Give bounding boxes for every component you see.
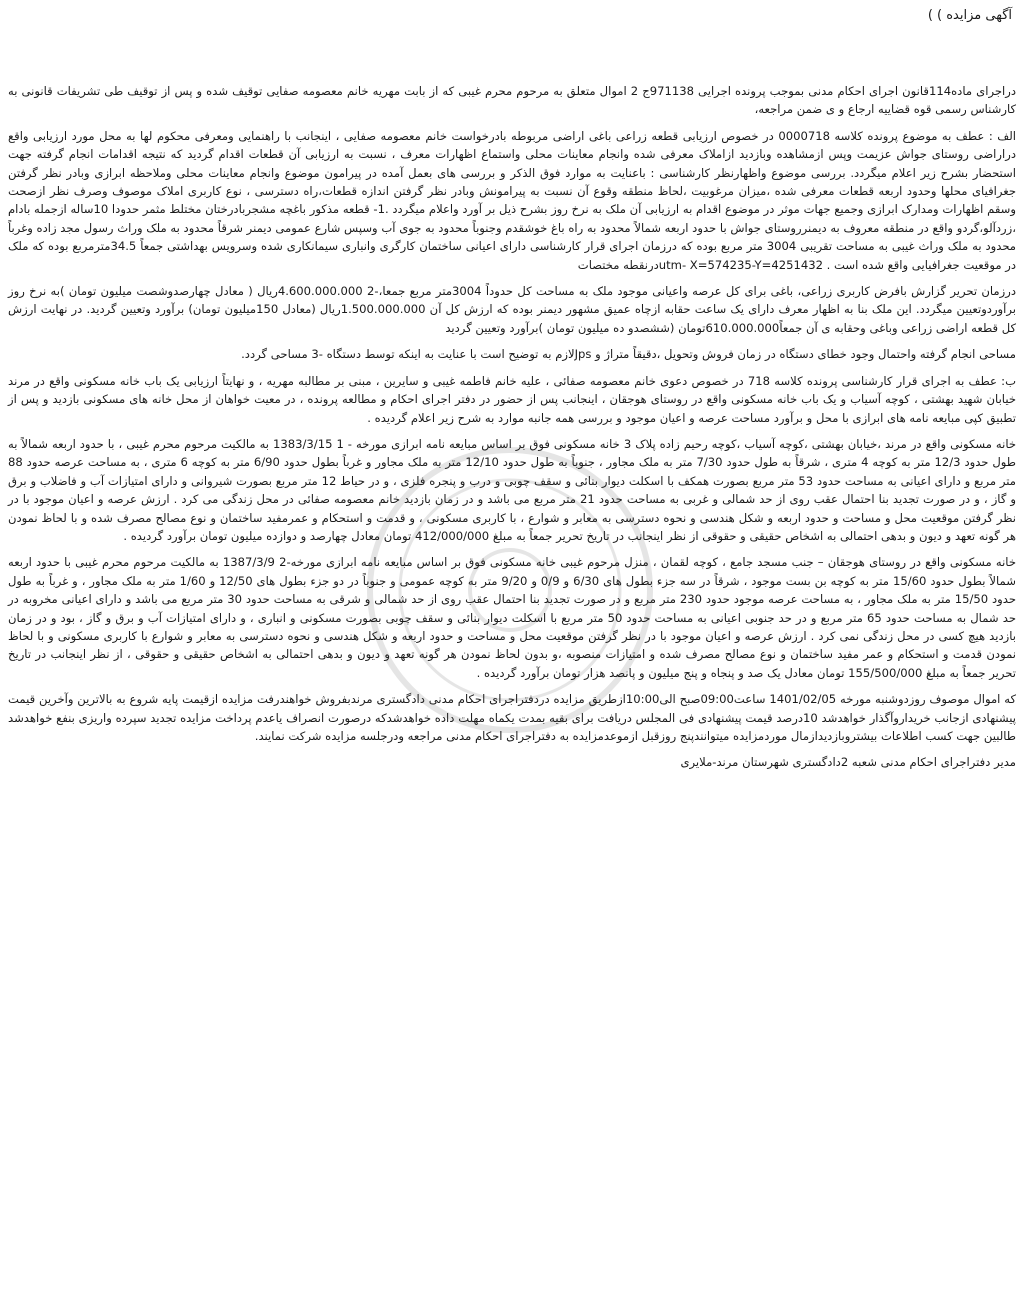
auction-terms-paragraph: که اموال موصوف روزدوشنبه مورخه 1401/02/05 ساعت09:00صبح الی10:00ازطریق مزایده دردفتراجرای احکام مدنی دادگستری مرندبفروش خواهندرفت مزایده ازقیمت پایه شروع به بالاترین وآخرین قیمت پیشنهادی ازجانب خریداروآگذار خواهدشد 10درصد قیمت پیشنهادی فی المجلس دریافت برای بقیه بمدت یکماه مهلت داده خواهدشدکه درصورت انصراف یاعدم پرداخت مزایده تجدید سپرده واریزی بنفع خواهدشد طالبین جهت کسب اطلاعات بیشتروبازدیدازمال موردمزایده میتوانندپنج روزقبل ازموعدمزایده به دفتراجرای احکام مدنی مراجعه ودرجلسه مزایده شرکت نمایند. [8,692,1017,743]
intro-paragraph: دراجرای ماده114قانون اجرای احکام مدنی بموجب پرونده اجرایی 971138ج 2 اموال متعلق به مرحوم محرم غیبی که از بابت مهریه خانم معصومه صفایی توقیف شده و پس از توقیف طی تشریفات قانونی به کارشناس رسمی قوه قضاییه ارجاع و ی ضمن مراجعه، [8,84,1016,117]
survey-note-paragraph: مساحی انجام گرفته واحتمال وجود خطای دستگاه در زمان فروش وتحویل ،دقیقاً متراژ و Jpsلازم به توضیح است با عنایت به اینکه توسط دستگاه -3 مساحی گردد. [241,347,1016,362]
signature-line: مدیر دفتراجرای احکام مدنی شعبه 2دادگستری شهرستان مرند-ملایری [680,755,1016,770]
section-b-paragraph: ب: عطف به اجرای قرار کارشناسی پرونده کلاسه 718 در خصوص دعوی خانم معصومه صفائی ، علیه خانم فاطمه غیبی و سایرین ، مبنی بر مطالبه مهریه ، و نهایتاً ارزیابی یک باب خانه مسکونی واقع در مرند خیابان شهید بهشتی ، کوچه آسیاب و یک باب خانه مسکونی واقع در روستای هوجقان ، اینجانب پس از حضور در دفتر اجرای احکام و مطالعه پرونده ، در معیت خواهان از محل خانه های مسکونی بازدید و پس از تطبیق کپی مبایعه نامه های ابرازی با محل و برآورد مساحت عرصه و اعیان موجود و بررسی همه جانبه موارد به شرح زیر اعلام گردیده . [8,373,1016,425]
house-2-paragraph: خانه مسکونی واقع در روستای هوجقان – جنب مسجد جامع ، کوچه لقمان ، منزل مرحوم غیبی خانه مسکونی فوق بر اساس مبایعه نامه ابرازی مورخه-2 1387/3/9 به مالکیت مرحوم محرم غیبی با حدود اربعه شمالاً بطول حدود 15/60 متر به کوچه بن بست موجود ، شرقاً در سه جزء بطول های 6/30 و 0/9 و 9/20 متر به کوچه عمومی و جنوباً در دو جزء بطول های 12/50 و 1/60 متر به ملک مجاور ، و غرباً به طول حدود 15/50 متر به ملک مجاور ، به مساحت عرصه موجود حدود 230 متر مربع و در صورت تجدید بنا احتمال عقب روی از حد شمالی و شرقی به مساحت حدود 30 متر مربع می باشد و دارای اعیانی مخروبه در حد شمال به مساحت حدود 65 متر مربع و در حد جنوبی اعیانی به مساحت حدود 50 متر مربع با اسکلت دیوار بنائی و سقف چوبی بصورت مسکونی و انباری ، و دارای امتیازات آب و برق و گاز ، بود و در زمان بازدید هیچ کسی در محل زندگی نمی کرد . ارزش عرصه و اعیان موجود با در نظر گرفتن موقعیت محل و مساحت و حدود اربعه و شکل هندسی و نحوه دسترسی به معابر و شوارع با کاربری مسکونی و با لحاظ نمودن قدمت و استحکام و عمر مفید ساختمان و نوع مصالح مصرف شده و امتیازات منصوبه ،و بدون لحاظ نمودن هر گونه تعهد و دیون و بدهی احتمالی به اشخاص حقیقی و حقوقی ، از نظر اینجانب در تاریخ تحریر جمعاً به مبلغ 155/500/000 تومان معادل یک صد و پنجاه و پنج میلیون و پانصد هزار تومان برآورد گردیده . [8,555,1017,680]
notice-title: آگهی مزایده ) ) [927,8,1012,23]
valuation-paragraph: درزمان تحریر گزارش بافرض کاربری زراعی، باغی برای کل عرصه واعیانی موجود ملک به مساحت کل حدوداً 3004متر مربع جمعا،-2 4.600.000.000ریال ( معادل چهارصدوشصت میلیون تومان )به نرخ روز برآوردوتعیین میگردد. این ملک بنا به اظهار معرف دارای یک ساعت حقابه ازچاه عمیق مشهور دیمنر بوده که ارزش کل آن 1.500.000.000ریال (معادل 150میلیون تومان) برآورد وتعیین گردید. در نهایت ارزش کل قطعه اراضی زراعی وباغی وحقابه ی آن جمعاً610.000.000تومان (ششصدو ده میلیون تومان )برآورد وتعیین گردید [8,284,1016,335]
house-1-paragraph: خانه مسکونی واقع در مرند ،خیابان بهشتی ،کوچه آسیاب ،کوچه رحیم زاده پلاک 3 خانه مسکونی فوق بر اساس مبایعه نامه ابرازی مورخه - 1 1383/3/15 به مالکیت مرحوم محرم غیبی ، با حدود اربعه شمالاً به طول حدود 12/3 متر به کوچه 4 متری ، شرقاً به طول حدود 7/30 متر به ملک مجاور ، جنوباً به طول حدود 12/10 متر به ملک مجاور و غرباً بطول حدود 6/90 متر به کوچه 6 متری ، به مساحت عرصه حدود 88 متر مربع و دارای اعیانی به مساحت حدود 53 متر مربع بصورت همکف با اسکلت دیوار بنائی و سقف چوبی و درب و پنجره فلزی ، و در حیاط 12 متر مربع بصورت شیروانی و دارای امتیازات آب و فاضلاب و برق و گاز ، و در صورت تجدید بنا احتمال عقب روی از حد شمالی و غربی به مساحت حدود 21 متر مربع می باشد و در زمان بازدید خانم معصومه صفائی در محل زندگی می کرد . ارزش عرصه و اعیان موجود با در نظر گرفتن موقعیت محل و مساحت و حدود اربعه و شکل هندسی و نحوه دسترسی به معابر و شوارع ، با کاربری مسکونی ، و قدمت و استحکام و عمرمفید ساختمان و نوع مصالح مصرف شده و با لحاظ نمودن هر گونه تعهد و دیون و بدهی احتمالی به اشخاص حقیقی و حقوقی از نظر اینجانب در تاریخ تحریر جمعاً به مبلغ 412/000/000 تومان معادل چهارصد و دوازده میلیون تومان برآورد گردیده . [8,436,1017,543]
section-a-paragraph: الف : عطف به موضوع پرونده کلاسه 0000718 در خصوص ارزیابی قطعه زراعی باغی اراضی مربوطه بادرخواست خانم معصومه صفایی ، اینجانب با راهنمایی ومعرفی محکوم لها به محل مورد ارزیابی واقع دراراضی روستای جواش عزیمت وپس ازمشاهده وبازدید ازاملاک معرفی شده وانجام معاینات محلی واستماع اظهارات معرف ، نسبت به ارزیابی آن قطعات اقدام گردید که نتیجه اقدامات انجام گرفته جهت استحضار بشرح زیر اعلام میگردد. بررسی موضوع واظهارنظر کارشناسی : باعنایت به موارد فوق الذکر و بررسی های بعمل آمده در پیرامون موضوع وانجام معاینات محلی وملاحظه ابرازی وبادر نظر گرفتن جغرافیای محلها وحدود اربعه قطعات معرفی شده ،میزان مرغوبیت ،لحاظ منطقه وقوع آن نسبت به پیرامونش وبادر نظر گرفتن اندازه قطعات،راه دسترسی ، نوع کاربری املاک موصوف وصرف نظر ازصحت وسقم اظهارات ومدارک ابرازی وجمیع جهات موثر در موضوع اقدام به ارزیابی آن ملک به نرخ روز بشرح ذیل بر آورد واعلام میگردد .1- قطعه مذکور باغچه مشجربادرختان مختلط مثمر حدودا 10ساله ازجمله بادام ،زردآلو،گردو واقع در منطقه معروف به دیمنرروستای جواش با حدود اربعه شمالاً محدود به راه باغ خوشقدم وجنوباً محدود به جوی آب وسپس شارع عمومی دیمنر شرقاً محدود به ملک وراث رسول مجد زاده وغرباً محدود به ملک وراث غیبی به مساحت تقریبی 3004 متر مربع بوده که درزمان اجرای قرار کارشناسی دارای اعیانی ساختمان کارگری وانباری سیمانکاری شده وسرویس بهداشتی جمعاً 34.5مترمربع بوده که ملک در موقعیت جغرافیایی واقع شده است . utm- X=574235-Y=4251432درنقطه مختصات [8,128,1017,272]
